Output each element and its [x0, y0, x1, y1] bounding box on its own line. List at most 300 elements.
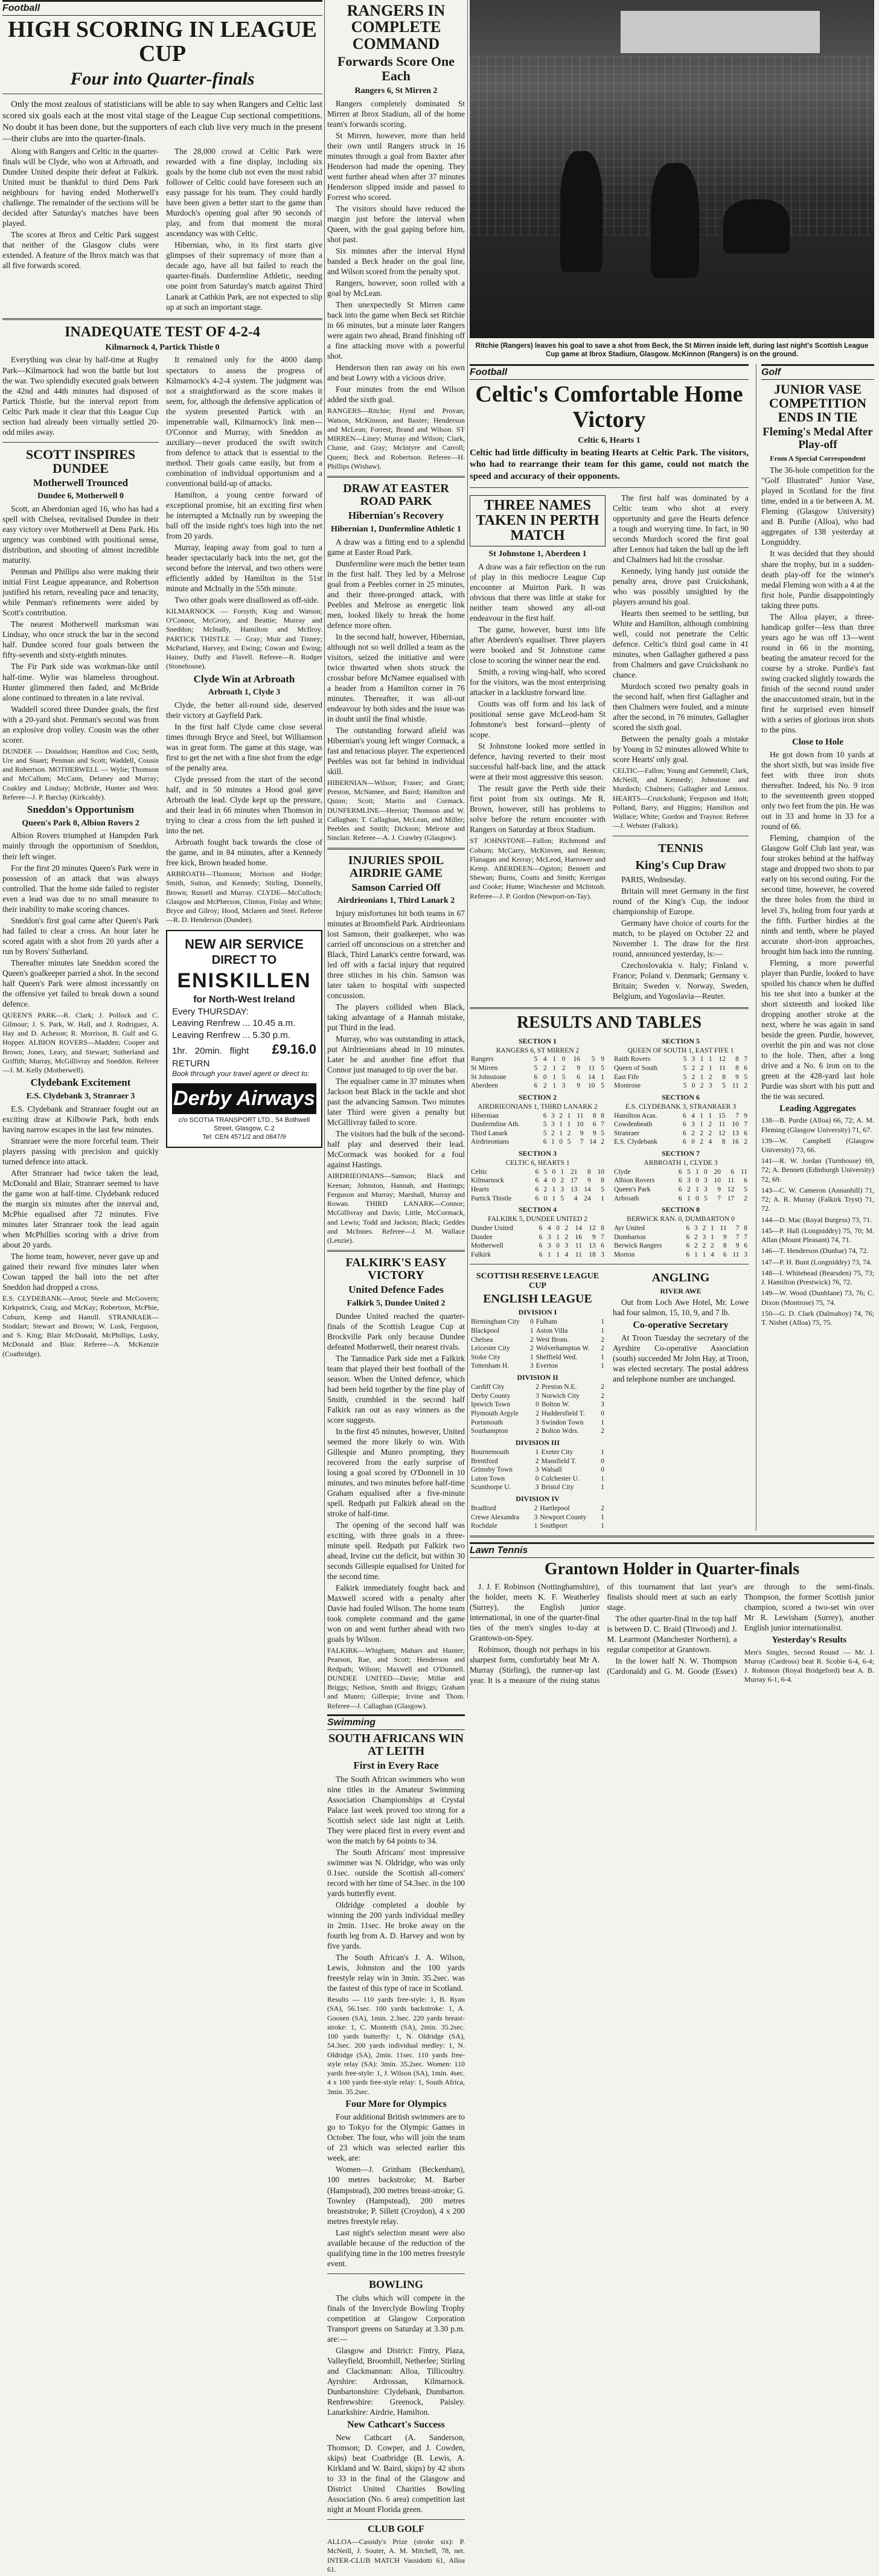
- table-cell: 2: [543, 1065, 547, 1072]
- team-name: West Brom.: [535, 1336, 569, 1344]
- table-cell: 2: [700, 1138, 703, 1146]
- paragraph: Hamilton, a young centre forward of exceptional promise, hit an exciting first when he interrupted a McInally run by sweeping the ball off the inside right's toes high into the net from 20 yards.: [166, 490, 322, 540]
- score: 2: [535, 1427, 539, 1435]
- rule: [327, 476, 465, 478]
- table-row: [613, 1120, 749, 1129]
- table-cell: 6: [744, 1242, 747, 1250]
- table-cell: 2: [551, 1129, 555, 1137]
- section-heading: SECTION 1: [518, 1036, 557, 1045]
- table-cell: 6: [534, 1082, 538, 1090]
- ad-return-label: RETURN: [172, 1058, 210, 1069]
- table-row: [470, 1176, 606, 1185]
- paragraph: Dundee United reached the quarter-finals of the Scottish League Cup at Brockville Park only because Dundee defeated Motherwell, their nearest rivals.: [327, 1311, 465, 1351]
- table-cell: 5: [534, 1056, 538, 1063]
- table-cell: 0: [543, 1073, 547, 1081]
- headline-perth-match: THREE NAMES TAKEN IN PERTH MATCH: [470, 495, 606, 547]
- team-name: Southampton: [471, 1427, 508, 1435]
- table-cell: 9: [744, 1112, 747, 1120]
- team-name: Ipswich Town: [471, 1401, 511, 1409]
- table-cell: 5: [686, 1168, 691, 1176]
- score-line: St Johnstone 1, Aberdeen 1: [488, 549, 587, 559]
- subhead-four-into-quarterfinals: Four into Quarter-finals: [70, 69, 255, 89]
- table-cell: 0: [695, 1177, 699, 1185]
- paragraph: PARIS, Wednesday.: [621, 875, 686, 884]
- table-cell: 3: [708, 1082, 712, 1090]
- table-row: [613, 1129, 749, 1138]
- team-name: Brentford: [471, 1457, 498, 1465]
- paragraph: J. J. F. Robinson (Nottinghamshire), the holder, meets K. F. Weatherley (Surrey), the English junior international, in one of the quarter-final ties of the men's singles to-day at Grantown-on-Spey.: [470, 1582, 600, 1643]
- table-cell: 2: [691, 1073, 695, 1081]
- rule: [327, 2519, 465, 2520]
- table-row: [470, 1475, 606, 1484]
- table-row: [613, 1194, 749, 1203]
- table-row: [470, 1392, 606, 1401]
- english-league-block: [470, 1269, 749, 1531]
- article-body: [470, 493, 749, 1003]
- table-row: [613, 1176, 749, 1185]
- subhead-clydebank: Clydebank Excitement: [30, 1077, 131, 1089]
- table-cell: 5: [683, 1056, 687, 1063]
- photo-caption: Ritchie (Rangers) leaves his goal to save a shot from Beck, the St Mirren inside left, during last night's Scottish League Cup game at Ibrox Stadium, Glasgow. McKinnon (Rangers) is on the ground.: [475, 342, 869, 359]
- paragraph: A draw was a fair reflection on the run of play in this mediocre League Cup encounter at Muirton Park. It was obvious that there was little at stake for neither team showed any all-out endeavour in the first half.: [470, 562, 606, 623]
- tennis-results: Men's Singles, Second Round — Mr. J. Murray (Cardross) beat R. Scobie 6-4, 6-4; J. Robinson (Royal Bridgeford) beat A. B. Murray 6-1, 6-4.: [744, 1647, 874, 1684]
- table-cell: 5: [744, 1186, 747, 1193]
- paragraph: The 36-hole competition for the "Golf Illustrated" Junior Vase, played in Scotland for the first time, ended in a tie between A. M. Fleming (Glasgow University) and B. Purdie (Alloa), who had aggregates of 138 yesterday at Longniddry.: [761, 466, 874, 547]
- team-name: Derby County: [471, 1392, 511, 1400]
- team-lineups: RANGERS—Ritchie; Hynd and Provan; Watson, McKinnon, and Baxter; Henderson and McLean; Forrest; Brand and Wilson. ST MIRREN—Liney; Murray and Wilson; Clark, Clunie, and Gray; McIntyre and Carroll; Queen; Beck and Robertson. Referee—H. Phillips (Wishaw).: [327, 406, 465, 470]
- table-row: [470, 1513, 606, 1522]
- table-row: [470, 1448, 606, 1457]
- table-cell: 1: [708, 1056, 712, 1063]
- section-kicker-bar: [2, 0, 322, 16]
- section-kicker-golf: Golf: [761, 367, 781, 377]
- paragraph: At Troon Tuesday the secretary of the Ayrshire Co-operative Association (south) succeeded Mr John Hay, at Troon, was elected secretary. The postal address and telephone number are unchanged.: [613, 1333, 749, 1384]
- paragraph: Robinson, though not perhaps in his sharpest form, comfortably beat Mr A. Murray (Stirling), the runner-up last year. It is a measure of the rising status of this tournament that last year's finalists should meet at such an early stage.: [470, 1582, 737, 1685]
- table-cell: 6: [577, 1073, 581, 1081]
- table-row: [613, 1185, 749, 1194]
- paragraph: Injury misfortunes hit both teams in 67 minutes at Broomfield Park. Airdrieonians lost Samson, their goalkeeper, who was carried off unconscious on a stretcher and Black, Third Lanark's centre forward, was led off with a facial injury that required three stitches in his chin. Samson was later taken to hospital with suspected concussion.: [327, 909, 465, 1001]
- paragraph: In the second half, however, Hibernian, although not so well drilled a team as the visitors, seized the initiative and were twice thwarted when shots struck the crossbar before McNamee equalised with a header from a Hamilton corner in 76 minutes. Thereafter, it was all-out endeavour by both sides and the issue was in doubt until the final whistle.: [327, 632, 465, 723]
- rule: [470, 487, 749, 488]
- table-row: [470, 1168, 606, 1177]
- table-cell: 6: [678, 1186, 682, 1193]
- headline-junior-vase: JUNIOR VASE COMPETITION ENDS IN TIE: [769, 382, 867, 425]
- ad-schedule-day: Every THURSDAY:: [172, 1007, 249, 1017]
- table-row: [470, 1064, 606, 1073]
- table-cell: 6: [535, 1168, 539, 1176]
- score: 1: [601, 1449, 604, 1456]
- score: 3: [535, 1418, 539, 1426]
- table-cell: 2: [708, 1121, 712, 1129]
- paragraph: The equaliser came in 37 minutes when Jackson beat Black in the tackle and shot past the advancing Samson. Two minutes later Third were given a penalty but McGillivray failed to score.: [327, 1077, 465, 1127]
- table-cell: 9: [601, 1056, 604, 1063]
- paragraph: He got down from 10 yards at the short sixth, but was inside five feet with three iron shots thereafter. Indeed, his No. 9 iron to the seventeenth green stopped only two feet from the pin. He was out in 33 and home in 33 for a round of 66.: [761, 750, 874, 831]
- subhead-leading-aggregates: Leading Aggregates: [779, 1103, 856, 1113]
- team-lineups: E.S. CLYDEBANK—Arnot; Steele and McGovern; Kirkpatrick, Craig, and McKay; Robertson, McPhie, Coburn, Kemp and Hamill. STRANRAER—Stoddart; Stewart and Brown; W. Lusk, Ferguson, and S. King; Blair McDonald, McPhillips, Lusky, McDonald and Blair. Referee—A. McKenzie (Coatbridge).: [2, 1294, 159, 1358]
- team-name: Blackpool: [471, 1327, 500, 1334]
- team-name: St Johnstone: [471, 1073, 507, 1081]
- table-cell: 7: [735, 1225, 740, 1232]
- subhead-new-cathcart: New Cathcart's Success: [347, 2419, 445, 2430]
- table-cell: 0: [691, 1082, 695, 1090]
- table-cell: 5: [543, 1168, 548, 1176]
- headline-inadequate-test: INADEQUATE TEST OF 4-2-4: [65, 324, 260, 340]
- team-name: Dunfermline Ath.: [471, 1121, 520, 1129]
- paragraph: The first half was dominated by a Celtic team who shot at every opportunity and gave the Hearts defence a tough and worrying time. In fact, in 90 seconds Murdoch scored the first goal after Lennox had taken the ball up the left and Chalmers had hit the crossbar.: [613, 493, 749, 564]
- paragraph: The visitors should have reduced the margin just before the interval when Queen, with the goal gaping before him, shot past.: [327, 204, 465, 245]
- paragraph: Murdoch scored two penalty goals in the second half, when first Gallagher and then Chalmers were fouled, and a minute after the second, in 76 minutes, Gallagher scored the sixth goal.: [613, 681, 749, 732]
- team-name: Third Lanark: [471, 1129, 508, 1137]
- subhead-forwards-score: Forwards Score One Each: [337, 53, 455, 84]
- table-cell: 16: [732, 1138, 739, 1146]
- table-cell: 1: [700, 1056, 704, 1063]
- column-middle: [327, 0, 465, 2576]
- score: 1: [601, 1522, 604, 1530]
- table-cell: 6: [683, 1112, 686, 1120]
- ad-subline: DIRECT TO: [211, 953, 277, 967]
- score: 3: [601, 1401, 604, 1409]
- ad-schedule-depart: Leaving Renfrew ... 10.45 a.m.: [172, 1018, 296, 1029]
- team-name: Hamilton Acas.: [614, 1112, 657, 1120]
- section-result: BERWICK RAN. 0, DUMBARTON 0: [627, 1216, 735, 1223]
- league-table: [470, 1224, 606, 1259]
- paragraph: The other quarter-final in the top half is between D. C. Braid (Titwood) and J. M. Learmont (Manchester Northern), a regular competitor at Grantown.: [607, 1614, 737, 1655]
- table-cell: 9: [587, 1177, 591, 1185]
- subhead-hibernian-recovery: Hibernian's Recovery: [348, 510, 444, 522]
- table-row: [613, 1251, 749, 1260]
- table-cell: 6: [678, 1168, 682, 1176]
- table-cell: 6: [535, 1177, 539, 1185]
- column-divider: [324, 0, 325, 1698]
- table-row: [470, 1129, 606, 1138]
- paragraph: The Tannadice Park side met a Falkirk team that played their best football of the season. When the United defence, which had been held together by the fine play of Smith, crumbled in the second half Falkirk ran out as easy winners as the score suggests.: [327, 1353, 465, 1424]
- table-cell: 6: [678, 1194, 682, 1202]
- score: 2: [535, 1383, 539, 1391]
- table-cell: 8: [723, 1242, 727, 1250]
- team-lineups: ST JOHNSTONE—Fallon; Richmond and Coburn; McCarry, McKinven, and Renton; Flanagan and Kerray; McLeod, Harrower and Kemp. ABERDEEN—Ogston; Bennett and Shewan; Burns, Coutts and Smith; Kerrigan and Cooke; Hume; Winchester and McIntosh. Referee—J. P. Gordon (Newport-on-Tay).: [470, 836, 606, 900]
- team-name: Clyde: [614, 1168, 631, 1176]
- team-name: Morton: [614, 1251, 635, 1258]
- table-cell: 5: [601, 1129, 604, 1137]
- table-cell: 6: [678, 1177, 682, 1185]
- ad-price: £9.16.0: [272, 1041, 316, 1057]
- team-name: Luton Town: [471, 1475, 505, 1482]
- paragraph: New Cathcart (A. Sanderson, Thomson; D. Cowper, and J. Cowden, skips) beat Coatbridge (B. Lewis, A. Kirkland and W. Baird, skips) by 42 shots to 33 in the final of the Glasgow and District United Charities Bowling Association (No. 6 area) competition last night at Mount Florida green.: [327, 2433, 465, 2514]
- table-cell: 6: [686, 1225, 690, 1232]
- table-cell: 6: [730, 1168, 735, 1176]
- paragraph: The Fir Park side was workman-like until half-time. Wylie was blameless throughout. Hunter glimmered then faded, and McBride alone continued to threaten in a late revival.: [2, 662, 159, 702]
- paragraph: The South Africans' most impressive swimmer was N. Oldridge, who was only 0.1sec. outside the Scottish all-comers' record with her time of 54.3sec. in the 100 yards butterfly event.: [327, 1848, 465, 1898]
- team-lineups: FALKIRK—Whigham; Mahars and Hunter; Pearson, Rae, and Scott; Henderson and Redpath; Wilson; Maxwell and O'Donnell. DUNDEE UNITED—Davie; Millar and Briggs; Neilson, Smith and Briggs; Graham and Munro; Gillespie; Irvine and Thom. Referee—J. Callaghan (Glasgow).: [327, 1646, 465, 1710]
- paragraph: Oldridge completed a double by winning the 200 yards individual medley in 2min. 11sec. He broke away on the fourth leg from A. D. Harvey and won by five yards.: [327, 1900, 465, 1951]
- table-cell: 3: [744, 1251, 747, 1258]
- list-item: 139—W. Campbell (Glasgow University) 73, 66.: [761, 1136, 874, 1154]
- paragraph: Two other goals were disallowed as off-side.: [174, 595, 319, 604]
- team-name: Albion Rovers: [614, 1177, 655, 1185]
- team-name: Motherwell: [471, 1242, 503, 1250]
- team-name: Rangers: [471, 1056, 494, 1063]
- team-name: Berwick Rangers: [614, 1242, 662, 1250]
- byline: From A Special Correspondent: [770, 454, 866, 463]
- team-name: East Fife: [614, 1073, 639, 1081]
- table-cell: 1: [700, 1112, 703, 1120]
- paragraph: Rangers, however, soon rolled with a goal by McLean.: [327, 278, 465, 298]
- section-result: CELTIC 6, HEARTS 1: [505, 1159, 570, 1167]
- paragraph: Albion Rovers triumphed at Hampden Park mainly through the opportunism of Sneddon, their left winger.: [2, 831, 159, 861]
- table-cell: 4: [543, 1056, 547, 1063]
- table-cell: 10: [588, 1082, 595, 1090]
- paragraph: Germany have choice of courts for the match, to be played on October 22 and November 1. The draw for the first round, announced yesterday, is:—: [613, 918, 749, 959]
- table-row: [470, 1483, 606, 1492]
- division-heading: DIVISION II: [517, 1373, 558, 1382]
- paragraph: The South African swimmers who won nine titles in the Amateur Swimming Association Championships at Crystal Palace last week proved too strong for a Scottish select side last night at Leith. They were placed first in every event and won the match by 64 points to 34.: [327, 1774, 465, 1845]
- table-cell: 2: [564, 1233, 569, 1241]
- table-cell: 18: [589, 1251, 596, 1258]
- table-cell: 1: [686, 1194, 691, 1202]
- table-cell: 6: [744, 1065, 747, 1072]
- paragraph: Czechoslovakia v. Italy; Finland v. France; Poland v. Denmark; Germany v. Britain; Sweden v. Norway, Sweden, Belgium, and Yugoslavia—Reuter.: [613, 961, 749, 1001]
- table-cell: 20: [714, 1168, 721, 1176]
- score: 1: [601, 1362, 604, 1370]
- headline-grantown-holder: Grantown Holder in Quarter-finals: [544, 1560, 800, 1579]
- stadium-advertising-board: [621, 11, 820, 53]
- table-cell: 17: [570, 1177, 578, 1185]
- table-cell: 3: [601, 1251, 604, 1258]
- division-3-results: [470, 1448, 606, 1492]
- table-cell: 11: [718, 1065, 726, 1072]
- team-name: St Mirren: [471, 1065, 498, 1072]
- team-name: Stoke City: [471, 1353, 500, 1361]
- team-name: Hibernian: [471, 1112, 499, 1120]
- paragraph: The opening of the second half was exciting, with three goals in a three-minute spell. Redpath put Falkirk two ahead, Irvine cut the deficit, but within 30 seconds Gillespie equalised for United for the second time.: [327, 1520, 465, 1581]
- table-cell: 6: [686, 1233, 690, 1241]
- team-name: Celtic: [471, 1168, 488, 1176]
- section-kicker-swimming: Swimming: [327, 1717, 376, 1728]
- score: 2: [535, 1457, 539, 1465]
- team-name: Crewe Alexandra: [471, 1513, 520, 1521]
- paragraph: The nearest Motherwell marksman was Lindsay, who once struck the bar in the second half. Dundee scored four goals between the fifty-seventh and sixty-eighth minutes.: [2, 620, 159, 660]
- paragraph: St Johnstone looked more settled in defence, having reverted to their most successful half-back line, and the attack were at their most aggressive this season.: [470, 742, 606, 782]
- table-cell: 2: [543, 1186, 548, 1193]
- team-lineups: DUNDEE — Donaldson; Hamilton and Cox; Seith, Ure and Stuart; Penman and Scott; Waddell, Cousin and Robertson. MOTHERWELL — Wylie; Thomson and McCallum; McCann, Delaney and Murray; Coakley and Lindsay; McBride, Hunter and Weir. Referee—J. P. Barclay (Kirkcaldy).: [2, 746, 159, 801]
- table-cell: 3: [703, 1177, 708, 1185]
- table-cell: 6: [601, 1242, 604, 1250]
- table-cell: 2: [691, 1065, 695, 1072]
- score: 2: [529, 1345, 534, 1353]
- table-cell: 1: [559, 1129, 563, 1137]
- table-cell: 9: [735, 1073, 739, 1081]
- score: 1: [601, 1318, 604, 1326]
- team-name: Portsmouth: [471, 1418, 503, 1426]
- table-cell: 6: [539, 1242, 543, 1250]
- score-line: Queen's Park 0, Albion Rovers 2: [22, 818, 139, 828]
- division-heading: DIVISION III: [515, 1438, 560, 1447]
- team-name: Norwich City: [541, 1392, 580, 1400]
- table-cell: 2: [560, 1177, 564, 1185]
- table-cell: 10: [714, 1177, 721, 1185]
- section-result: AIRDRIEONIANS 1, THIRD LANARK 2: [478, 1103, 598, 1111]
- table-cell: 6: [534, 1073, 538, 1081]
- paragraph: Stranraer were the more forceful team. Their players passing with precision and quickly turned defence into attack.: [2, 1136, 159, 1166]
- subhead-samson-carried-off: Samson Carried Off: [351, 881, 441, 893]
- table-cell: 2: [702, 1242, 706, 1250]
- table-cell: 7: [601, 1233, 604, 1241]
- paragraph: Glasgow and District: Fintry, Plaza, Valleyfield, Broomhill, Netherlee; Stirling and Clackmannan: Alloa, Tillicoultry. Ayrshire: Ardrossan, Kilmarnock. Dunbartonshire: Clydebank, Dumbarton. Renfrewshire: Greenock, Paisley. Lanarkshire: Airdrie, Hamilton.: [327, 2345, 465, 2417]
- table-cell: 2: [559, 1112, 563, 1120]
- table-cell: 2: [567, 1129, 571, 1137]
- club-golf-results: ALLOA—Cassidy's Prize (stroke six): P. McNeill, J. Souter, A. M. Mitchell, 78, net. INTER-CLUB MATCH Vassidotti 61, Alloa 61.: [327, 2537, 465, 2574]
- table-cell: 2: [700, 1129, 703, 1137]
- headline-bowling: BOWLING: [368, 2278, 424, 2290]
- table-cell: 5: [683, 1065, 687, 1072]
- team-name: Southport: [540, 1522, 567, 1530]
- table-cell: 0: [552, 1168, 556, 1176]
- team-name: Raith Rovers: [614, 1056, 651, 1063]
- lawn-tennis-body: [470, 1581, 874, 1685]
- headline-south-africans: SOUTH AFRICANS WIN AT LEITH: [328, 1732, 464, 1758]
- score-line: E.S. Clydebank 3, Stranraer 3: [26, 1092, 135, 1101]
- score-line: Airdrieonians 1, Third Lanark 2: [337, 896, 455, 906]
- table-row: [470, 1224, 606, 1233]
- angling-subhead: RIVER AWE: [660, 1287, 702, 1296]
- table-cell: 2: [744, 1194, 747, 1202]
- table-cell: 11: [718, 1121, 726, 1129]
- table-cell: 8: [735, 1065, 739, 1072]
- team-name: Dumbarton: [614, 1233, 646, 1241]
- league-tables-right: [613, 1034, 749, 1260]
- table-cell: 16: [573, 1056, 581, 1063]
- table-row: [470, 1418, 606, 1427]
- score-line: Celtic 6, Hearts 1: [578, 435, 641, 445]
- table-cell: 8: [722, 1073, 726, 1081]
- headline-falkirk-victory: FALKIRK'S EASY VICTORY: [345, 1256, 447, 1283]
- table-cell: 3: [560, 1186, 564, 1193]
- team-name: Hearts: [471, 1186, 490, 1193]
- table-row: [613, 1064, 749, 1073]
- table-cell: 24: [584, 1194, 591, 1202]
- table-cell: 7: [735, 1112, 739, 1120]
- table-cell: 1: [559, 1121, 563, 1129]
- table-cell: 1: [710, 1225, 714, 1232]
- table-cell: 0: [556, 1225, 560, 1232]
- subhead-united-defence: United Defence Fades: [348, 1284, 444, 1296]
- table-row: [470, 1504, 606, 1513]
- table-cell: 1: [695, 1168, 699, 1176]
- table-row: [470, 1194, 606, 1203]
- team-name: Tottenham H.: [471, 1362, 510, 1370]
- score: 1: [601, 1513, 604, 1521]
- team-name: Colchester U.: [541, 1475, 580, 1482]
- table-cell: 0: [543, 1194, 548, 1202]
- table-cell: 3: [686, 1177, 691, 1185]
- team-lineups: ARBROATH—Thomson; Morison and Hodge; Smith, Sutton, and Kennedy; Stirling, Donnelly, Brown; Russell and Murray. CLYDE—McCulloch; Glasgow and McPherson, Clinton, Finlay and White; Bryce and Gilroy; Hood, Mclaren and Steel. Referee—R. D. Henderson (Dundee).: [166, 870, 322, 924]
- table-cell: 1: [694, 1251, 698, 1258]
- score: 1: [534, 1522, 538, 1530]
- table-cell: 11: [575, 1242, 582, 1250]
- section-heading: SECTION 6: [661, 1092, 700, 1101]
- section-kicker-lawn-tennis: Lawn Tennis: [470, 1545, 528, 1556]
- section-label-tennis: TENNIS: [658, 841, 703, 855]
- table-cell: 3: [551, 1121, 555, 1129]
- table-cell: 5: [601, 1065, 604, 1072]
- paragraph: The South African's J. A. Wilson, Lewis, Johnston and the 100 yards freestyle relay win in 3min. 35.2sec. was the fastest of this type of race in Scotland.: [327, 1953, 465, 1993]
- swimming-results: Results — 110 yards free-style: 1, B. Ryan (SA), 56.1sec. 100 yards backstroke: 1, A. Goosen (SA), 1min. 2.3sec. 220 yards breast-stroke: 1, C. Monteith (SA), 2min. 35.2sec. 100 yards butterfly: 1, N. Oldridge (SA), 54.3sec. 200 yards individual medley: 1, N. Oldridge (SA), 2min. 11sec. 110 yards free-style relay (SA): 3min. 35.2sec. Women: 110 yards free-style: 1, J. Wilson (SA), 1min. 4sec. 4 x 100 yards free-style relay: 1, South Africa, 3min. 35.2sec.: [327, 1995, 465, 2096]
- section-heading: SECTION 3: [518, 1149, 557, 1158]
- score-line: Kilmarnock 4, Partick Thistle 0: [105, 342, 220, 352]
- table-cell: 3: [694, 1225, 698, 1232]
- advertisement-derby-airways: [166, 930, 322, 1148]
- team-name: Queen of South: [614, 1065, 658, 1072]
- paragraph: It remained only for the 4000 damp spectators to assess the progress of Kilmarnock's 4-2-4 system. The judgment was not a straightforward as the score makes it seem, for, although the defensive application of the system presented Partick with an impenetrable wall, Kilmarnock's link men—O'Connor and Murray, with Sneddon as auxiliary—never produced the swift switch from defence to attack that is essential to the method. Their goals came easily, but from a combination of individual opportunism and a conventional build-up of attacks.: [166, 355, 322, 488]
- table-cell: 11: [732, 1082, 739, 1090]
- table-row: [470, 1055, 606, 1064]
- table-row: [470, 1522, 606, 1531]
- section-heading: SECTION 5: [661, 1036, 700, 1045]
- table-row: [470, 1327, 606, 1336]
- subhead-sneddon: Sneddon's Opportunism: [27, 804, 135, 816]
- table-cell: 2: [700, 1065, 704, 1072]
- paragraph: The result gave the Perth side their first point from six outings. Mr R. Brown, however, still has problems to solve before the return encounter with Rangers on Saturday at Ibrox Stadium.: [470, 784, 606, 835]
- team-name: Dundee United: [471, 1225, 513, 1232]
- paragraph: Hibernian, who, in its first starts give glimpses of their supremacy of more than a decade ago, have all but failed to reach the quarter-finals. Dunfermline Athletic, needing one point from Saturday's match against Third Lanark at Cathkin Park, are not expected to slip up at such an important stage.: [166, 240, 322, 312]
- paragraph: Penman and Phillips also were making their initial First League appearance, and Robertson justified his return, revealing pace and tenacity, while Penman's refinements were aided by Scott's contribution.: [2, 567, 159, 618]
- paragraph: The game, however, burst into life after Aberdeen's equaliser. Three players were booked and St Johnstone came close to scoring the winner near the end.: [470, 624, 606, 665]
- score: 1: [601, 1353, 604, 1361]
- standfirst: Celtic had little difficulty in beating Hearts at Celtic Park. The visitors, who had to rearrange their team for this game, could not match the speed and accuracy of their opponents.: [470, 448, 749, 481]
- table-cell: 1: [552, 1073, 557, 1081]
- table-cell: 1: [556, 1233, 560, 1241]
- paragraph: In the first 45 minutes, however, United seemed the more likely to win. With Gillespie and Munro prompting, they recovered from the early surprise of losing a goal scored by O'Donnell in 10 minutes, and two minutes before half-time Graham equalised after a five-minute spell. Redpath put Falkirk ahead on the stroke of half-time.: [327, 1426, 465, 1519]
- table-cell: 6: [683, 1138, 686, 1146]
- team-name: Plymouth Argyle: [471, 1409, 519, 1417]
- team-name: Wolverhampton W.: [535, 1345, 590, 1353]
- team-name: Mansfield T.: [541, 1457, 577, 1465]
- team-name: Cardiff City: [471, 1383, 505, 1391]
- table-cell: 0: [559, 1138, 563, 1146]
- score: 3: [535, 1484, 539, 1491]
- table-cell: 2: [694, 1242, 698, 1250]
- table-cell: 1: [695, 1186, 699, 1193]
- subhead-clyde-arbroath: Clyde Win at Arbroath: [193, 673, 295, 685]
- team-lineups: CELTIC—Fallon; Young and Gemmell; Clark, McNeill, and Kennedy; Johnstone and Murdoch; Chalmers; Gallagher and Lennox. HEARTS—Cruickshank; Ferguson and Holt; Polland, Barry, and Higgins; Hamilton and Wallace; White; Gordon and Traynor. Referee—J. Webster (Falkirk).: [613, 766, 749, 830]
- subhead-olympics: Four More for Olympics: [345, 2098, 447, 2109]
- table-cell: 6: [683, 1121, 686, 1129]
- paragraph: Hearts then seemed to be settling, but White and Hamilton, although combining well, could not penetrate the Celtic defence. Celtic's third goal came in 41 minutes, when Gallagher gathered a pass from Chalmers and gave Cruickshank no chance.: [613, 608, 749, 679]
- team-name: Montrose: [614, 1082, 641, 1090]
- team-name: E.S. Clydebank: [614, 1138, 657, 1146]
- table-cell: 7: [744, 1233, 747, 1241]
- headline-english-league: ENGLISH LEAGUE: [483, 1292, 592, 1306]
- table-cell: 1: [552, 1186, 556, 1193]
- table-row: [613, 1081, 749, 1091]
- section-heading: SECTION 8: [661, 1205, 700, 1214]
- table-row: [470, 1318, 606, 1327]
- table-cell: 1: [700, 1073, 704, 1081]
- ad-price-row: [172, 1041, 316, 1069]
- table-cell: 0: [552, 1177, 556, 1185]
- paragraph: E.S. Clydebank and Stranraer fought out an exciting draw at Kilbowie Park, both ends having narrow escapes in the last few minutes.: [2, 1104, 159, 1134]
- score: 1: [601, 1475, 604, 1482]
- league-table: [613, 1112, 749, 1147]
- table-cell: 2: [686, 1186, 691, 1193]
- reserve-cup-heading: SCOTTISH RESERVE LEAGUE CUP: [476, 1272, 599, 1290]
- table-row: [613, 1073, 749, 1082]
- paragraph: Scott, an Aberdonian aged 16, who has had a spell with Chelsea, revitalised Dundee in their easy victory over Motherwell at Dens Park. His urgency was combined with positional sense, distribution, and shooting of almost incredible maturity.: [2, 504, 159, 565]
- table-cell: 8: [721, 1138, 726, 1146]
- table-cell: 9: [577, 1082, 581, 1090]
- score: 0: [601, 1409, 604, 1417]
- headline-rangers-command: RANGERS IN COMPLETE COMMAND: [347, 2, 446, 53]
